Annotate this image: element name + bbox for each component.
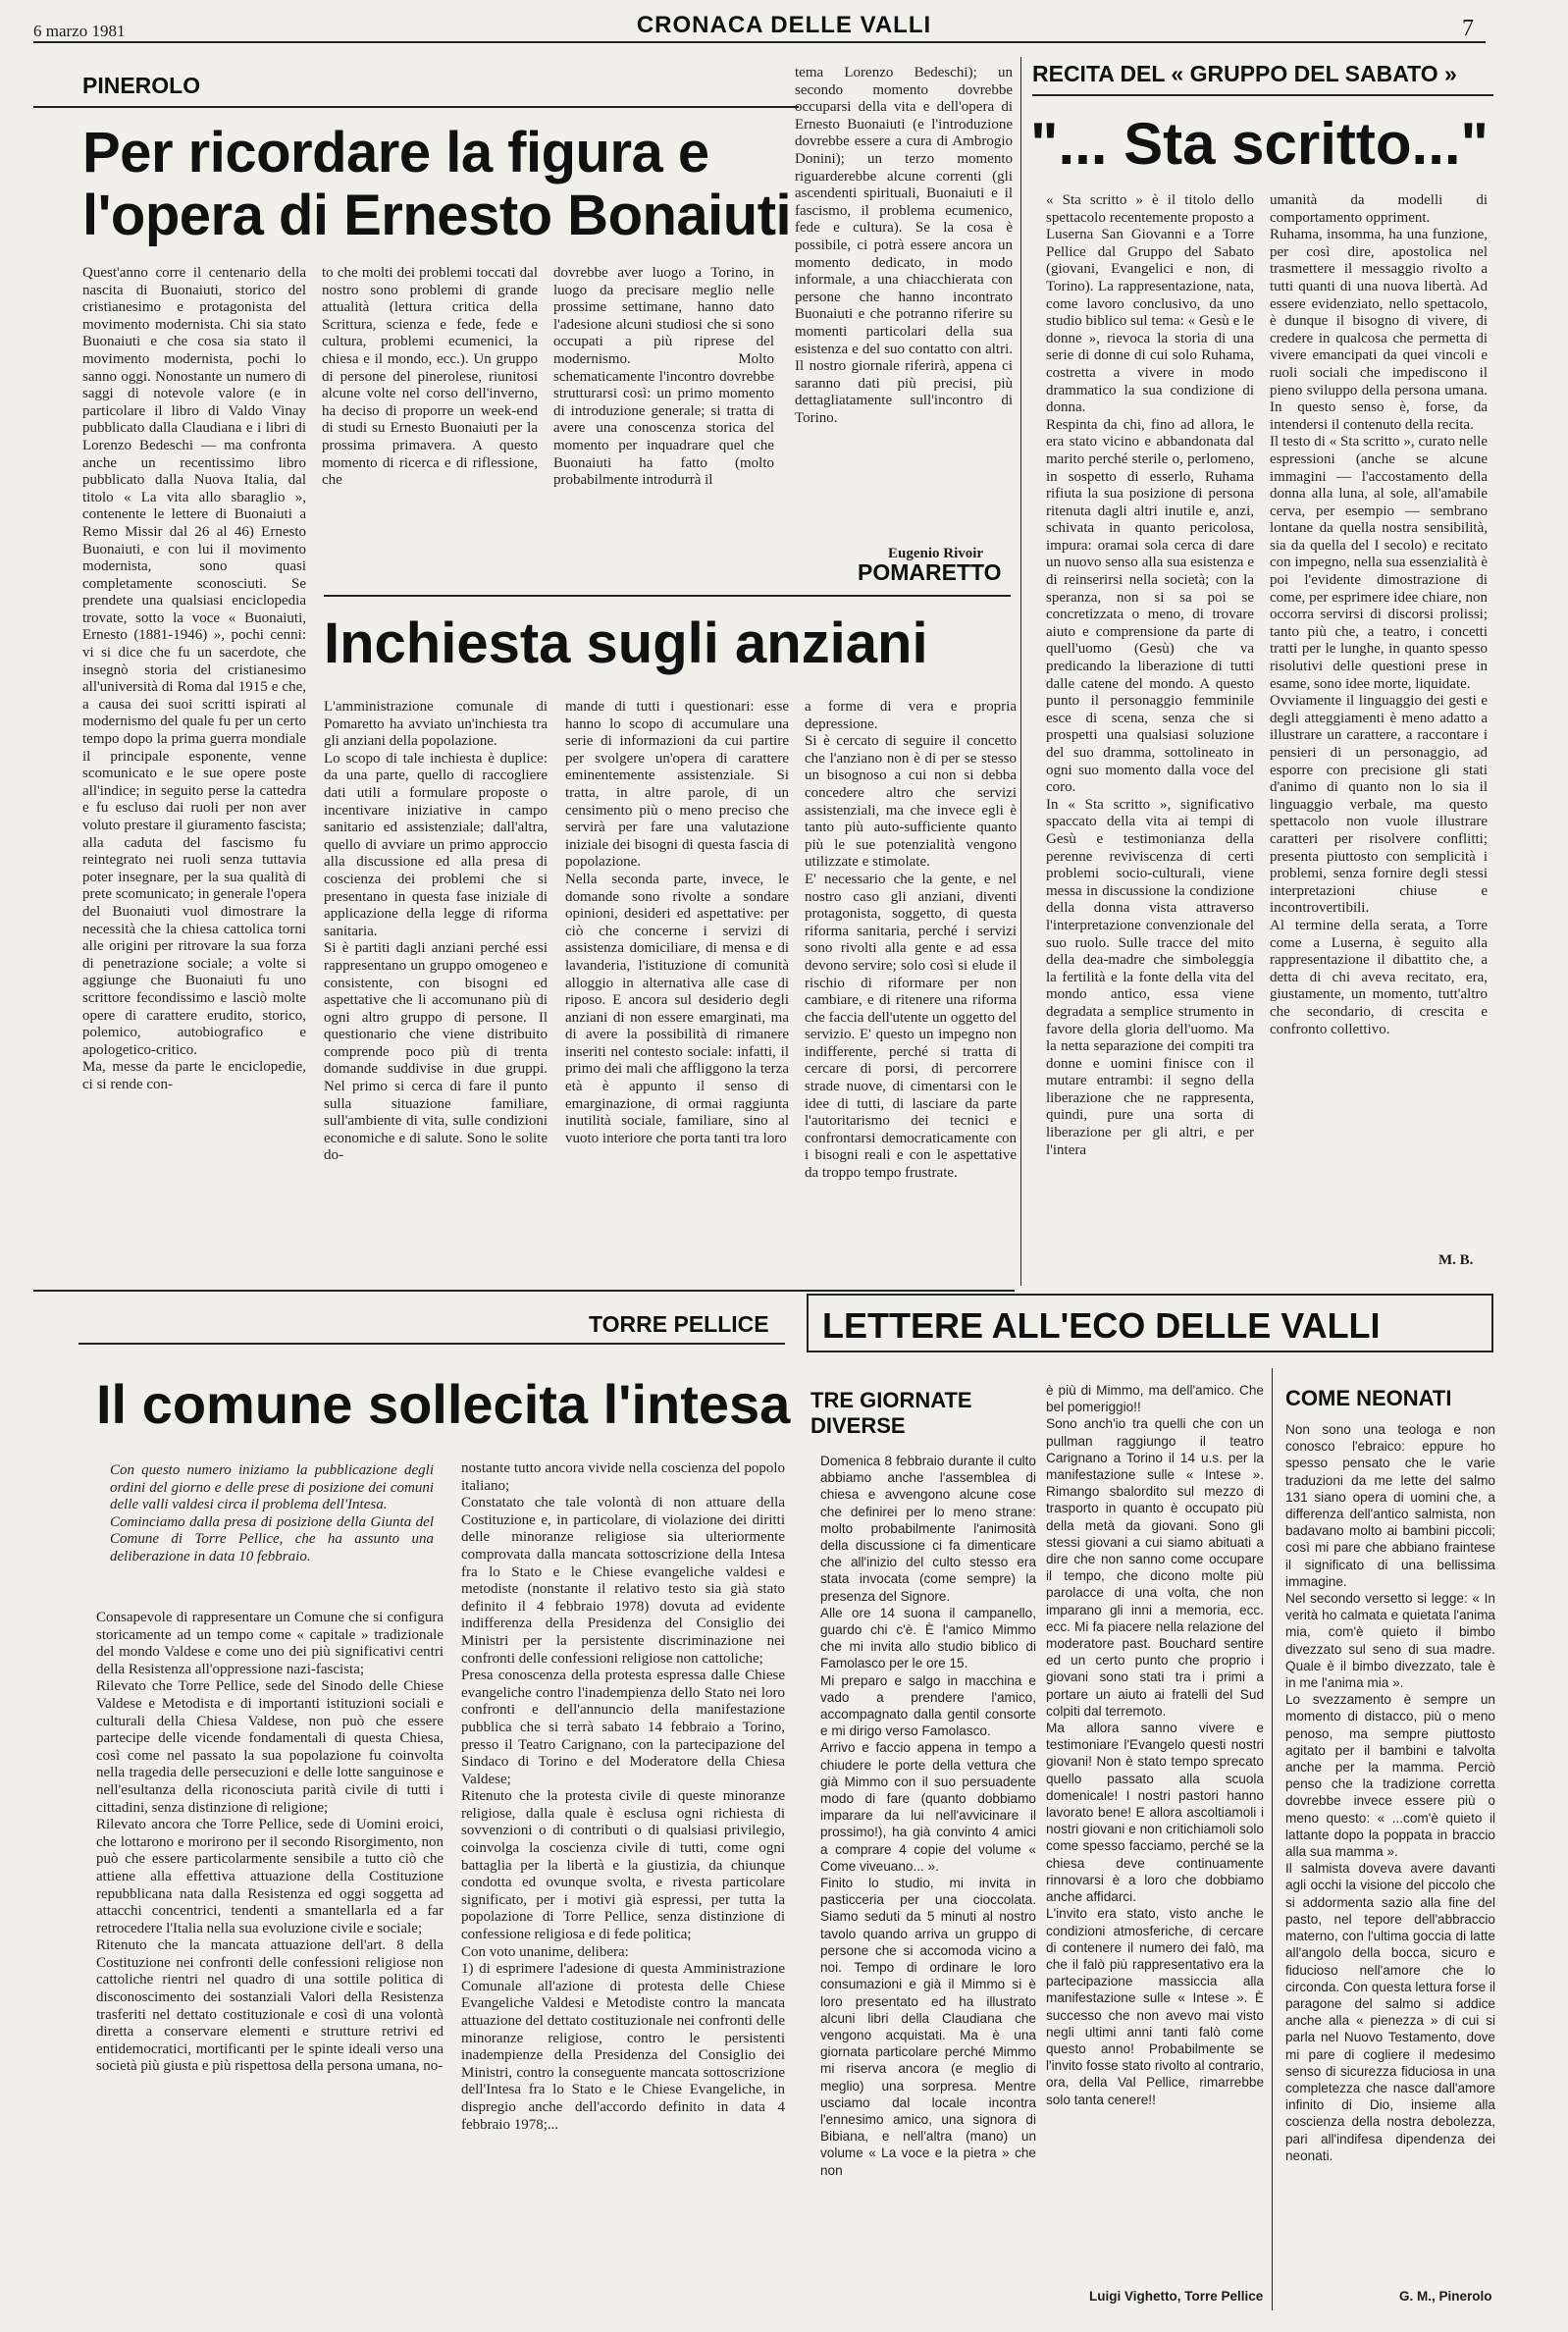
recita-col1: « Sta scritto » è il titolo dello spettacolo recentemente proposto a Luserna San Giovanni e a Torre Pellice dal Gruppo del Sabato (giovani, Evangelici e non, di Torino). La rappresentazione, nata, come lavoro conclusivo, da uno studio biblico sul tema: « Gesù e le donne », rievoca la storia di una serie di donne di cui solo Ruhama, costretta a vivere in modo drammatico la sua condizione di donna. Respinta da chi, fino ad allora, le era stato vicino e abbandonata dal marito perché sterile o, perlomeno, in sospetto di esserlo, Ruhama rifiuta la sua posizione di persona ritenuta dagli altri inutile e, anzi, schivata in quanto pericolosa, impura: oramai sola cerca di dare un nuovo senso alla sua esistenza e di reinserirsi nella società; con la speranza, non si sa poi se concretizzata o meno, di trovare aiuto e comprensione da parte di quell'uomo (Gesù) che va predicando la liberazione di tutti dalle catene del mondo. A questo punto il personaggio femminile esce di scena, senza che si prospetti una qualsiasi soluzione del suo dramma, sottolineato in ogni suo momento dalla voce del coro. In « Sta scritto », significativo spaccato della vita ai tempi di Gesù e testimonianza della perenne reviviscenza di certi problemi socio-culturali, viene messa in discussione la condizione della donna vista attraverso l'interpretazione convenzionale del suo ruolo. Sulle tracce del mito della dea-madre che simboleggia la fertilità e la fonte della vita del mondo antico, essa viene degradata a semplice strumento in favore della gloria dell'uomo. Ma la netta separazione dei compiti tra donne e uomini finisce con il mutare entrambi: il segno della liberazione che ne rappresenta, quindi, pure una sorta di liberazione per gli altri, e per l'intera bbox=[1046, 192, 1254, 1158]
letter1-title-line2: DIVERSE bbox=[810, 1413, 906, 1438]
recita-byline: M. B. bbox=[1438, 1252, 1474, 1268]
letter2-divider bbox=[1272, 1368, 1273, 2310]
torre-col1: Consapevole di rappresentare un Comune che si configura storicamente ad un tempo come « capitale » tradizionale del mondo Valdese e come uno dei più significativi centri della Resistenza all'oppressione nazi-fascista; Rilevato che Torre Pellice, sede del Sinodo delle Chiese Valdese e Metodista e di importanti istituzioni sociali e culturali della Chiesa Valdese, non può che essere partecipe delle vicende fondamentali di questa Chiesa, così come nel passato la sua popolazione fu coinvolta nella tragedia delle persecuzioni e delle lotte sanguinose e nell'esultanza della riconosciuta parità civile di tutti i cittadini, senza distinzione di religione; Rilevato ancora che Torre Pellice, sede di Uomini eroici, che lottarono e morirono per il secondo Risorgimento, non può che essere particolarmente sensibile a tutto ciò che attiene alla effettiva attuazione della Costituzione repubblicana nata dalla Resistenza ed oggi soggetta ad attacchi concentrici, tendenti a smantellarla ed a far retrocedere l'Italia nella sua evoluzione civile e sociale; Ritenuto che la mancata attuazione dell'art. 8 della Costituzione nei confronti delle confessioni religiose non cattoliche rientri nel quadro di una sottile politica di disconoscimento dei sostanziali Valori della Resistenza trasferiti nel dettato costituzionale e così di una volontà diretta a conservare elementi e strutture retrivi ed entidemocratici, mortificanti per le spinte ideali verso una società più giusta e più rispettosa della persona umana, no- bbox=[96, 1610, 444, 2075]
recita-kicker-rule bbox=[1032, 94, 1493, 96]
lettere-banner: LETTERE ALL'ECO DELLE VALLI bbox=[822, 1305, 1381, 1346]
letter1-title-line1: TRE GIORNATE bbox=[810, 1388, 972, 1412]
column-rule-right bbox=[1020, 57, 1021, 1286]
page-number: 7 bbox=[1462, 16, 1474, 41]
pomaretto-col3: a forme di vera e propria depressione. Si è cercato di seguire il concetto che l'anziano non è di per se stesso un bisognoso a cui non si debba concedere altro che servizi assistenziali, ma che invece egli è tanto più auto-sufficiente quanto più le sue potenzialità vengono utilizzate e stimolate. E' necessario che la gente, e nel nostro caso gli anziani, diventi protagonista, soggetto, di questa riforma sanitaria, perché i servizi sono rivolti alla gente e ad essa devono servire; solo così si elude il rischio di riformare per non cambiare, e di ritenere una riforma che faccia dell'utente un oggetto del servizio. E' questo un impegno non indifferente, perché si tratta di cercare di porsi, di percorrere strade nuove, di cimentarsi con le idee di tutti, di lasciare da parte l'autoritarismo dei tecnici e confrontarsi democraticamente con i bisogni reali e con le aspettative da troppo tempo frustrate. bbox=[805, 699, 1017, 1182]
pomaretto-top-rule bbox=[324, 595, 1011, 597]
letter1-byline: Luigi Vighetto, Torre Pellice bbox=[1089, 2289, 1264, 2304]
recita-headline: "... Sta scritto..." bbox=[1030, 111, 1489, 177]
mid-page-rule bbox=[33, 1290, 1015, 1292]
pomaretto-headline: Inchiesta sugli anziani bbox=[324, 611, 928, 675]
torre-col2: nostante tutto ancora vivide nella coscienza del popolo italiano; Constatato che tale volontà di non attuare della Costituzione e, in particolare, di violazione dei diritti delle minoranze religiose sia ulteriormente comprovata dalla mancata sottoscrizione della Intesa fra lo Stato e le Chiese evangeliche valdesi e metodiste (nonstante il relativo testo sia già stato definito il 4 febbraio 1978) dovuta ad evidente indifferenza della Presidenza del Consiglio dei Ministri per la persistente discriminazione nei confronti delle confessioni religiose non cattoliche; Presa conoscenza della protesta espressa dalle Chiese evangeliche contro l'inadempienza dello Stato nei loro confronti e dell'annuncio della manifestazione pubblica che si terrà sabato 14 febbraio a Torino, presso il Teatro Carignano, con la partecipazione del Sindaco di Torino e del Moderatore della Chiesa Valdese; Ritenuto che la protesta civile di queste minoranze religiose, dalla quale è esclusa ogni richiesta di sovvenzioni o di contributi o di qualsiasi privilegio, coinvolga la coscienza civile di tutti, come ogni battaglia per la libertà e la giustizia, da chiunque condotta ed ovunque svolta, e rivesta particolare significato, per i motivi già espressi, per tutta la popolazione di Torre Pellice, senza distinzione di confessione religiosa e di fede politica; Con voto unanime, delibera: 1) di esprimere l'adesione di questa Amministrazione Comunale all'azione di protesta delle Chiese Evangeliche Valdesi e Metodiste contro la mancata attuazione del dettato costituzionale nei confronti delle minoranze religiose, contro le persistenti inadempienze della Presidenza del Consiglio dei Ministri, contro la conseguente mancata sottoscrizione dell'Intesa fra lo Stato e le Chiese Evangeliche, in dispregio anche dell'accordo definito in data 4 febbraio 1978;... bbox=[461, 1460, 785, 2133]
torre-intro: Con questo numero iniziamo la pubblicazione degli ordini del giorno e delle prese di posizione dei comuni delle valli valdesi circa il problema dell'Intesa. Cominciamo dalla presa di posizione della Giunta del Comune di Torre Pellice, che ha assunto una deliberazione in data 10 febbraio. bbox=[110, 1462, 434, 1564]
pinerolo-col1: Quest'anno corre il centenario della nascita di Buonaiuti, storico del cristianesimo e protagonista del movimento modernista. Chi sia stato Buonaiuti e che cosa sia stato il movimento modernista, pochi lo sanno oggi. Nonostante un numero di saggi di notevole valore (e in particolare il libro di Valdo Vinay pubblicato dalla Claudiana e i libri di Lorenzo Bedeschi — ma confronta anche un recentissimo libro pubblicato dalla Nuova Italia, dal titolo « La vita allo sbaraglio », contenente le lettere di Buonaiuti a Remo Missir dal 26 al 46) Ernesto Buonaiuti, e con lui il movimento modernista, sono quasi completamente sconosciuti. Se prendete una qualsiasi enciclopedia trovate, sotto la voce « Buonaiuti, Ernesto (1881-1946) », pochi cenni: vi si dice che fu un sacerdote, che insegnò storia del cristianesimo all'università di Roma dal 1915 e che, a causa dei suoi scritti ispirati al modernismo del quale fu per un certo tempo dopo la prima guerra mondiale il principale esponente, venne scomunicato e le sue opere poste all'indice; in seguito perse la cattedra e fu escluso dai ruoli per non aver voluto prestare il giuramento fascista; alla caduta del fascismo fu reintegrato nei ruoli senza tuttavia poter insegnare, per la sua qualità di prete scomunicato; in generale l'opera del Buonaiuti vuol dimostrare la necessità che la chiesa cattolica torni alle origini per ritrovare la sua forza di penetrazione sociale; a volte si aggiunge che Buonaiuti fu uno scrittore fecondissimo e lasciò molte opere di carattere erudito, storico, polemico, autobiografico e apologetico-critico. Ma, messe da parte le enciclopedie, ci si rende con- bbox=[82, 265, 306, 1092]
letter2-text: Non sono una teologa e non conosco l'ebraico: eppure ho spesso pensato che le varie traduzioni da me lette del salmo 131 siano opera di uomini che, a differenza dell'antico salmista, non badavano molto ai bambini piccoli; così mi pare che abbiano fraintese il significato di una bellissima immagine. Nel secondo versetto si legge: « In verità ho calmata e quietata l'anima mia, com'è quieto il bimbo divezzato sul seno di sua madre. Quale è il bimbo divezzato, tale è in me l'anima mia ». Lo svezzamento è sempre un momento di distacco, più o meno penoso, ma sempre piuttosto agitato per il bambini e talvolta anche per la mamma. Perciò penso che la tradizione corretta dovrebbe invece essere più o meno questo: « ...com'è quieto il lattante dopo la poppata in braccio alla sua mamma ». Il salmista doveva avere davanti agli occhi la visione del piccolo che si addormenta sazio alla fine del pasto, nel tepore dell'abbraccio materno, con l'ultima goccia di latte all'angolo della bocca, sicuro e fiducioso nell'amore che lo circonda. Con questa lettura forse il paragone del salmo si addice anche alla « pienezza » di cui si parla nel Nuovo Testamento, dove mi pare di cogliere il medesimo senso di sicurezza fiduciosa in una completezza che nasce dall'amore infinito di Dio, insieme alla coscienza della nostra debolezza, pari all'indifesa dipendenza dei neonati. bbox=[1285, 1422, 1495, 2163]
letter1-col1: Domenica 8 febbraio durante il culto abbiamo anche l'assemblea di chiesa e avvengono alcune cose che definirei per lo meno strane: molto probabilmente l'animosità della discussione ci fa dimenticare che all'inizio del culto stesso era stata invocata (come sempre) la presenza del Signore. Alle ore 14 suona il campanello, guardo chi c'è. È l'amico Mimmo che mi invita allo studio biblico di Famolasco per le ore 15. Mi preparo e salgo in macchina e vado a prendere l'amico, accompagnato dalla gentil consorte e mi dirigo verso Famolasco. Arrivo e faccio appena in tempo a chiudere le porte della vettura che già Mimmo con il suo persuadente modo di fare (quanto dobbiamo imparare da lui nell'avvicinare il prossimo!), ha già convinto 4 amici a comprare 4 copie del volume « Come viveuano... ». Finito lo studio, mi invita in pasticceria per una cioccolata. Siamo seduti da 5 minuti al nostro tavolo quando arriva un gruppo di persone che si accomoda vicino a noi. Tempo di ordinare le loro consumazioni e già il Mimmo si è loro presentato ed ha illustrato alcuni libri della Claudiana che vengono acquistati. Ma è una giornata particolare perché Mimmo mi riserva ancora (e meglio di meglio) una sorpresa. Mentre usciamo dal locale incontra l'ennesimo amico, una signora di Bibiana, e nell'altra (mano) un volume « La voce e la pietra » che non bbox=[820, 1454, 1036, 2178]
torre-kicker-rule bbox=[78, 1343, 785, 1345]
pinerolo-byline: Eugenio Rivoir bbox=[888, 546, 984, 561]
recita-col2: umanità da modelli di comportamento oppriment. Ruhama, insomma, ha una funzione, per così dire, apostolica nel trasmettere il messaggio rivolto a tutti quanti di una nuova libertà. Ad essere evidenziato, nello spettacolo, è dunque il bisogno di vivere, di credere in qualcosa che permetta di vivere emancipati da quei vincoli e ruoli sociali che impediscono il pieno sviluppo della persona umana. In questo senso è, forse, da intendersi il contenuto della recita. Il testo di « Sta scritto », curato nelle espressioni (anche se alcune immagini — l'accostamento della donna alla luna, al sole, all'amabile cerva, per esempio — sembrano lontane da quella nostra sensibilità, sia da quella del I secolo) e recitato con impegno, nella sua essenzialità è poi l'evidente dimostrazione di come, per esprimere idee chiare, non occorra servirsi di discorsi prolissi; tanto più che, a teatro, i concetti tratti per le lunghe, in quanto spesso risolutivi delle questioni prese in esame, sono idee morte, liquidate. Ovviamente il linguaggio dei gesti e degli atteggiamenti è meno adatto a illustrare un carattere, a raccontare i pensieri di un personaggio, ad esporre con precisione gli stati d'animo di quanto non lo sia il linguaggio verbale, ma questo spettacolo non vuole illustrare caratteri per risolvere conflitti; presenta piuttosto con semplicità i problemi, senza fornire degli stessi interpretazioni chiuse e incontrovertibili. Al termine della serata, a Torre come a Luserna, è seguito alla rappresentazione il dibattito che, a detta di chi aveva recitato, era, giustamente, un momento, tutt'altro che secondario, di crescita e confronto collettivo. bbox=[1270, 192, 1488, 1037]
masthead-rule bbox=[33, 41, 1486, 43]
letter2-title: COME NEONATI bbox=[1285, 1386, 1452, 1410]
recita-kicker: RECITA DEL « GRUPPO DEL SABATO » bbox=[1032, 61, 1457, 86]
masthead-title: CRONACA DELLE VALLI bbox=[636, 12, 932, 38]
pinerolo-col3: dovrebbe aver luogo a Torino, in luogo da precisare meglio nelle prossime settimane, hanno dato l'adesione alcuni studiosi che si sono occupati a più riprese del modernismo. Molto schematicamente l'incontro dovrebbe strutturarsi così: un primo momento di introduzione generale; si tratta di avere una conoscenza storica del momento per inquadrare quel che Buonaiuti ha fatto (molto probabilmente introdurrà il bbox=[553, 265, 774, 489]
pomaretto-kicker: POMARETTO bbox=[858, 559, 1002, 585]
pinerolo-col2: to che molti dei problemi toccati dal nostro sono problemi di grande attualità (lettura critica della Scrittura, scienza e fede, fede e cultura, problemi ecumenici, la chiesa e il mondo, ecc.). Un gruppo di persone del pinerolese, riunitosi alcune volte nel corso dell'inverno, ha deciso di proporre un week-end di studi su Ernesto Buonaiuti per la prossima primavera. A questo momento di ricerca e di riflessione, che bbox=[322, 265, 538, 489]
pinerolo-headline-line1: Per ricordare la figura e bbox=[82, 121, 709, 185]
torre-headline: Il comune sollecita l'intesa bbox=[96, 1373, 791, 1435]
pomaretto-col1: L'amministrazione comunale di Pomaretto ha avviato un'inchiesta tra gli anziani della popolazione. Lo scopo di tale inchiesta è duplice: da una parte, quello di raccogliere dati utili a formulare proposte o incentivare iniziative in campo sanitario ed assistenziale; dall'altra, quello di avviare un primo approccio alla discussione ed alla presa di coscienza dei problemi che si presentano in questa fase iniziale di applicazione della legge di riforma sanitaria. Si è partiti dagli anziani perché essi rappresentano un gruppo omogeneo e consistente, con bisogni ed aspettative che li accomunano più di ogni altro gruppo di persone. Il questionario che viene distribuito comprende poco più di trenta domande suddivise in due gruppi. Nel primo si cerca di fare il punto sulla situazione familiare, sull'ambiente di vita, sulle condizioni economiche e di salute. Sono le solite do- bbox=[324, 699, 548, 1164]
pinerolo-col4: tema Lorenzo Bedeschi); un secondo momento dovrebbe occuparsi della vita e dell'opera di Ernesto Buonaiuti (e l'introduzione dovrebbe essere a cura di Ambrogio Donini); un terzo momento riguarderebbe alcune correnti (gli ascendenti spirituali, Buonaiuti e il fascismo, il problema ecumenico, fede e cultura). Se la cosa è possibile, ci potrà essere ancora un momento dedicato, in modo informale, a una chiacchierata con persone che hanno incontrato Buonaiuti e che potranno riferire su momenti particolari della sua esistenza e del suo contatto con altri. Il nostro giornale riferirà, appena ci saranno dati più precisi, più dettagliatamente sull'incontro di Torino. bbox=[795, 65, 1013, 426]
letter1-col2: è più di Mimmo, ma dell'amico. Che bel pomeriggio!! Sono anch'io tra quelli che con un pullman raggiungo il teatro Carignano a Torino il 14 u.s. per la manifestazione sulle « Intese ». Rimango sbalordito sul mezzo di trasporto in quanto è occupato più della metà da giovani. Sono gli stessi giovani a cui siamo abituati a dire che non sanno come occupare il tempo, che dicono molte più parolacce di una volta, che non imparano gli inni a memoria, ecc. ecc. Mi fa piacere nella relazione del moderatore past. Bouchard sentire ed un certo punto che proprio i giovani sono stati tra i primi a portare un aiuto ai fratelli del Sud colpiti dal terremoto. Ma allora sanno vivere e testimoniare l'Evangelo questi nostri giovani! Non è stato tempo sprecato quello passato alla scuola domenicale! I nostri pastori hanno lavorato bene! E allora ascoltiamoli i nostri giovani e non critichiamoli solo come spesso facciamo, perché se la chiesa deve continuamente rinnovarsi è a loro che dobbiamo anche affidarci. L'invito era stato, visto anche le condizioni atmosferiche, di cercare di contenere il numero dei falò, ma che il falò più rappresentativo era la partecipazione massiccia alla manifestazione sulle « Intese ». È successo che non avevo mai visto negli ultimi anni tanti falò come questo anno! Probabilmente se l'invito fosse stato rivolto al contrario, ora, della Val Pellice, rimarrebbe solo tanta cenere!! bbox=[1046, 1383, 1264, 2107]
letter2-byline: G. M., Pinerolo bbox=[1399, 2289, 1492, 2304]
pomaretto-col2: mande di tutti i questionari: esse hanno lo scopo di accumulare una serie di informazioni da cui partire per svolgere un'opera di carattere eminentemente assistenziale. Si tratta, in altre parole, di un censimento più o meno preciso che servirà per fare una valutazione iniziale dei bisogni di questa fascia di popolazione. Nella seconda parte, invece, le domande sono rivolte a sondare opinioni, desideri ed aspettative: per ciò che concerne i servizi di assistenza domiciliare, di mensa e di lavanderia, l'istituzione di comunità alloggio in alternativa alle case di riposo. E ancora sul desiderio degli anziani di non essere emarginati, ma di avere la possibilità di rimanere inseriti nel contesto sociale: infatti, il primo dei mali che affliggono la terza età è appunto il senso di emarginazione, di ormai raggiunta inutilità sociale, familiare, sino al vuoto interiore che porta tanti tra loro bbox=[565, 699, 789, 1146]
torre-kicker: TORRE PELLICE bbox=[589, 1311, 769, 1337]
masthead-date: 6 marzo 1981 bbox=[33, 22, 126, 40]
pinerolo-kicker-rule bbox=[33, 106, 799, 108]
pinerolo-kicker: PINEROLO bbox=[82, 73, 201, 98]
pinerolo-headline-line2: l'opera di Ernesto Bonaiuti bbox=[82, 184, 792, 247]
